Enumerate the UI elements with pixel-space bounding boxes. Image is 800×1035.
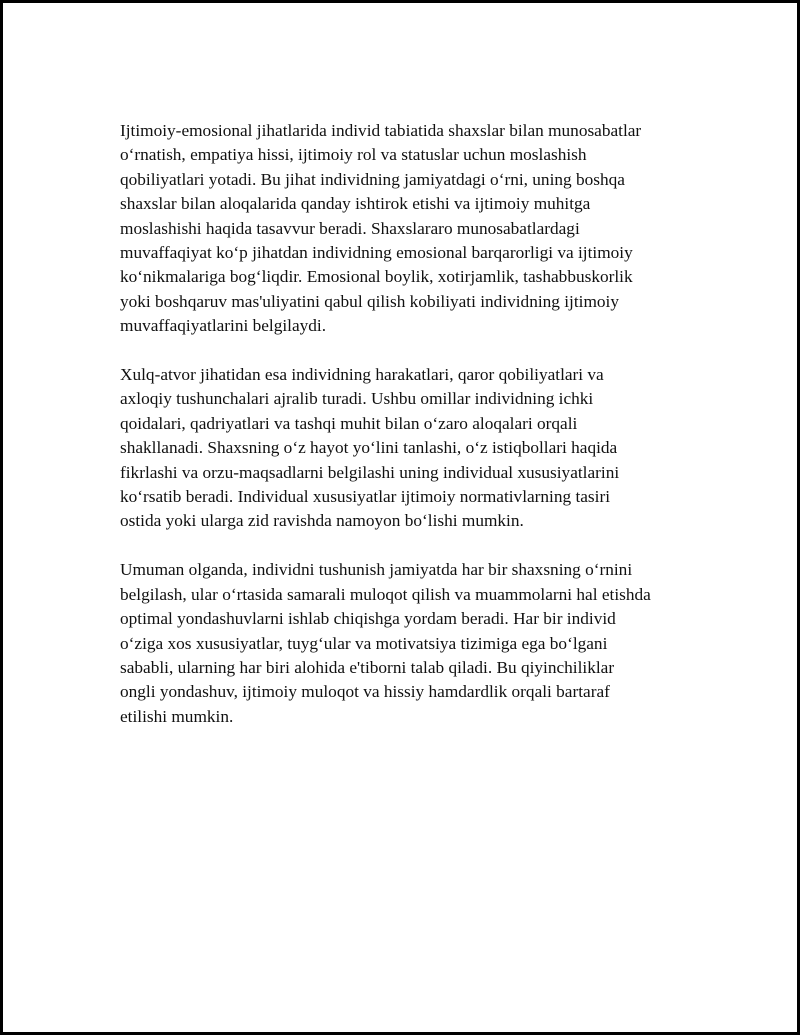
paragraph-3: Umuman olganda, individni tushunish jamiyatda har bir shaxsning o‘rnini belgilash, ular o‘rtasida samarali muloqot qilish va muammolarni hal etishda optimal yondashuvlarni ishlab chiqishga yordam beradi. Har bir individ o‘ziga xos xususiyatlar, tuyg‘ular va motivatsiya tizimiga ega bo‘lgani sababli, ularning har biri alohida e'tiborni talab qiladi. Bu qiyinchiliklar ongli yondashuv, ijtimoiy muloqot va hissiy hamdardlik orqali bartaraf etilishi mumkin. [120, 560, 651, 726]
paragraph-1: Ijtimoiy-emosional jihatlarida individ tabiatida shaxslar bilan munosabatlar o‘rnatish, empatiya hissi, ijtimoiy rol va statuslar uchun moslashish qobiliyatlari yotadi. Bu jihat individning jamiyatdagi o‘rni, uning boshqa shaxslar bilan aloqalarida qanday ishtirok etishi va ijtimoiy muhitga moslashishi haqida tasavvur beradi. Shaxslararo munosabatlardagi muvaffaqiyat ko‘p jihatdan individning emosional barqarorligi va ijtimoiy ko‘nikmalariga bog‘liqdir. Emosional boylik, xotirjamlik, tashabbuskorlik yoki boshqaruv mas'uliyatini qabul qilish kobiliyati individning ijtimoiy muvaffaqiyatlarini belgilaydi. [120, 121, 642, 336]
paragraph-2: Xulq-atvor jihatidan esa individning harakatlari, qaror qobiliyatlari va axloqiy tushunchalari ajralib turadi. Ushbu omillar individning ichki qoidalari, qadriyatlari va tashqi muhit bilan o‘zaro aloqalari orqali shakllanadi. Shaxsning o‘z hayot yo‘lini tanlashi, o‘z istiqbollari haqida fikrlashi va orzu-maqsadlarni belgilashi uning individual xususiyatlarini ko‘rsatib beradi. Individual xususiyatlar ijtimoiy normativlarning tasiri ostida yoki ularga zid ravishda namoyon bo‘lishi mumkin. [120, 365, 620, 531]
document-body [120, 119, 705, 754]
